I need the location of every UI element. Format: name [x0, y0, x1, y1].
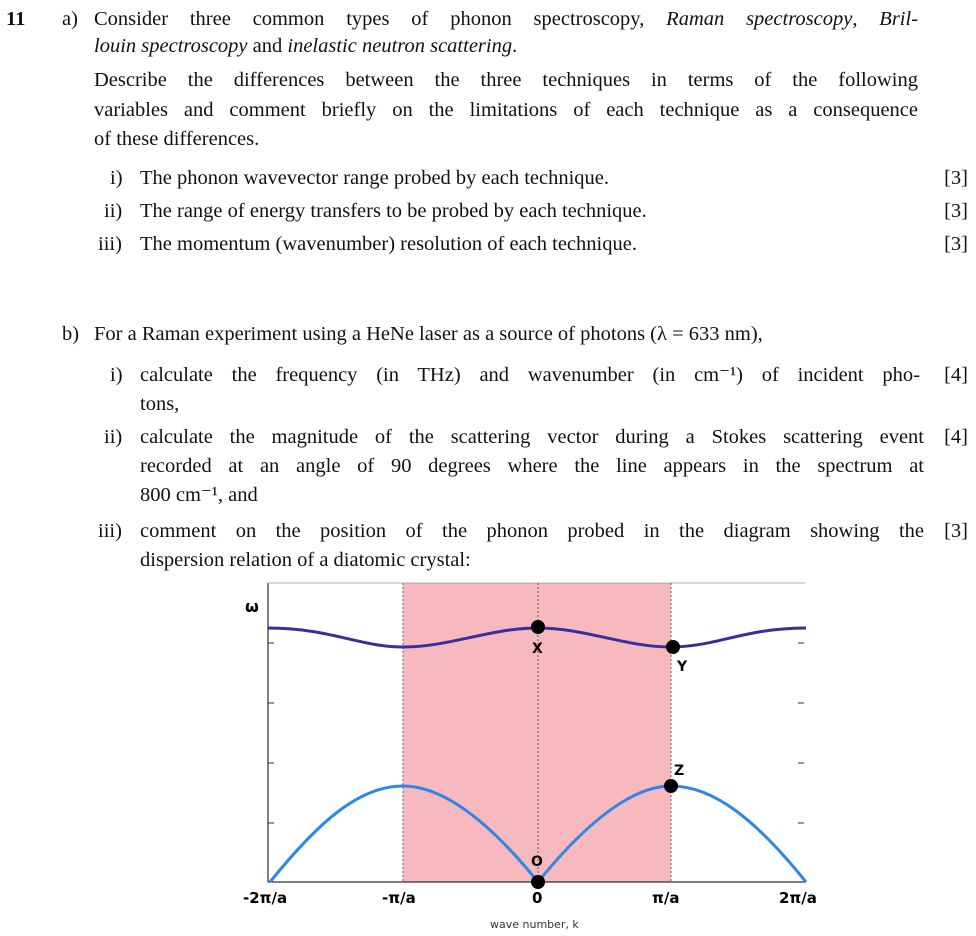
part-a-describe-line1: Describe the differences between the three techniques in terms of the following — [94, 69, 918, 91]
part-a-item-i-num: i) — [110, 167, 123, 189]
part-a-describe-line3: of these differences. — [94, 128, 260, 150]
part-a-item-iii-text: The momentum (wavenumber) resolution of each technique. — [140, 233, 637, 255]
ins-term: inelastic neutron scattering — [287, 35, 513, 57]
part-b-item-i-marks: [4] — [944, 364, 968, 386]
part-b-item-ii-line2: recorded at an angle of 90 degrees where the line appears in the spectrum at — [140, 455, 924, 477]
point-o-marker — [531, 875, 545, 889]
x-tick-neg-pi: -π/a — [382, 889, 416, 907]
part-b-item-iii-marks: [3] — [944, 520, 968, 542]
part-a-item-ii-text: The range of energy transfers to be probed by each technique. — [140, 200, 647, 222]
point-z-label: Z — [674, 763, 685, 779]
part-b-item-iii-line2: dispersion relation of a diatomic crystal: — [140, 549, 471, 571]
part-b-item-i-num: i) — [110, 364, 123, 386]
intro-end: . — [512, 35, 518, 57]
part-b-item-i-line1: calculate the frequency (in THz) and wavenumber (in cm⁻¹) of incident pho- — [140, 364, 920, 386]
point-y-marker — [666, 640, 680, 654]
intro-text: Consider three common types of phonon spectroscopy, — [94, 8, 667, 30]
y-axis-label: ω — [245, 597, 259, 616]
x-tick-neg-2pi: -2π/a — [243, 889, 288, 907]
part-a-item-i-text: The phonon wavevector range probed by each technique. — [140, 167, 610, 189]
x-axis-label: wave number, k — [490, 918, 579, 931]
question-number: 11 — [6, 8, 26, 30]
point-x-label: X — [532, 641, 543, 657]
point-z-marker — [664, 779, 678, 793]
point-y-label: Y — [677, 659, 688, 675]
y-ticks-right — [798, 643, 804, 823]
point-x-marker — [531, 620, 545, 634]
point-o-label: O — [531, 854, 543, 870]
x-tick-2pi: 2π/a — [779, 889, 817, 907]
brillouin-term-part1: Bril- — [879, 8, 919, 30]
part-a-item-iii-num: iii) — [98, 233, 122, 255]
part-b-item-i-line2: tons, — [140, 393, 180, 415]
part-a-item-ii-num: ii) — [104, 200, 123, 222]
part-b-item-ii-line3: 800 cm⁻¹, and — [140, 484, 258, 506]
part-a-describe-line2: variables and comment briefly on the limitations of each technique as a consequence — [94, 99, 918, 121]
part-a-item-i-marks: [3] — [944, 167, 968, 189]
part-a-item-iii-marks: [3] — [944, 233, 968, 255]
x-tick-zero: 0 — [532, 889, 543, 907]
brillouin-term-part2: louin spectroscopy — [94, 35, 248, 57]
intro-and: and — [247, 35, 288, 57]
y-ticks-left — [268, 643, 274, 823]
part-b-item-iii-num: iii) — [98, 520, 122, 542]
part-b-item-ii-num: ii) — [104, 426, 123, 448]
intro-separator: , — [852, 8, 880, 30]
part-b-intro: For a Raman experiment using a HeNe laser as a source of photons (λ = 633 nm), — [94, 323, 763, 345]
part-a-label: a) — [62, 8, 78, 30]
part-b-item-ii-line1: calculate the magnitude of the scattering vector during a Stokes scattering event — [140, 426, 924, 448]
x-tick-pi: π/a — [652, 889, 680, 907]
raman-term: Raman spectroscopy — [666, 8, 853, 30]
part-b-item-iii-line1: comment on the position of the phonon probed in the diagram showing the — [140, 520, 924, 542]
part-b-item-ii-marks: [4] — [944, 426, 968, 448]
part-b-label: b) — [62, 323, 80, 345]
part-a-item-ii-marks: [3] — [944, 200, 968, 222]
